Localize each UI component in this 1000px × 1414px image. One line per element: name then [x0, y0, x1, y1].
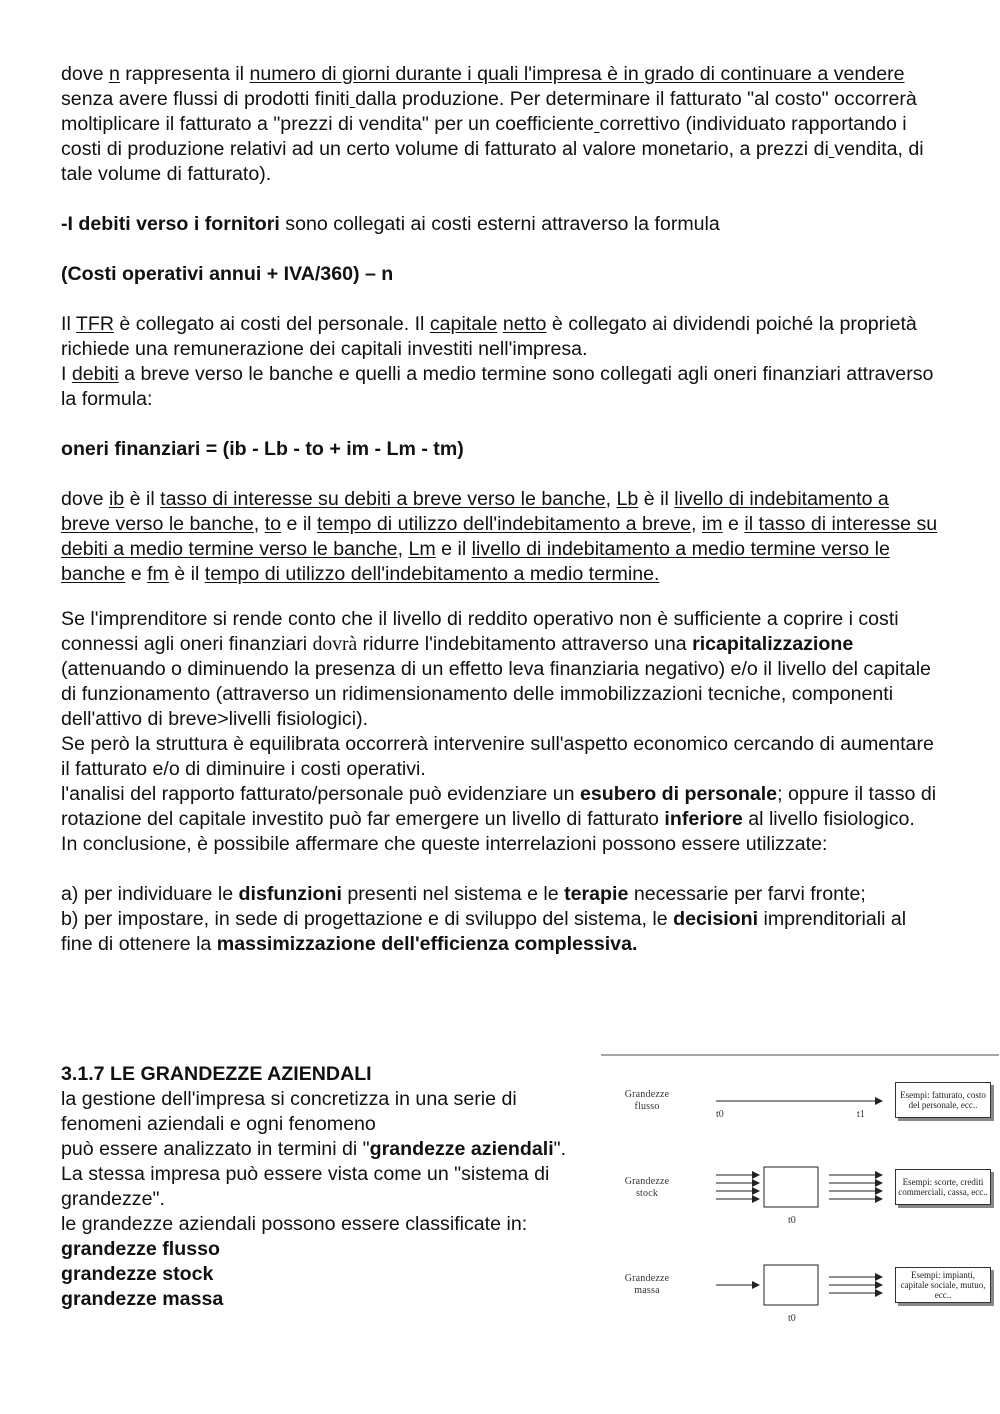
paragraph-fatturato: [61, 62, 941, 187]
paragraph-utilizzi: [61, 882, 941, 957]
underlined-term: livello di indebitamento a breve verso le banche: [61, 488, 889, 535]
section-line: [61, 1137, 601, 1162]
text: imprenditoriali al fine di ottenere la: [61, 908, 907, 955]
text: e il: [435, 538, 472, 560]
paragraph-debiti-fornitori: [61, 212, 941, 237]
text: ,: [253, 513, 265, 535]
bold-term: -I debiti verso i fornitori: [61, 213, 280, 235]
section-line: le grandezze aziendali possono essere classificate in:: [61, 1213, 528, 1235]
text: ,: [605, 488, 617, 510]
text: Il: [61, 313, 76, 335]
document-body: [61, 62, 941, 957]
paragraph-imprenditore: [61, 607, 941, 857]
text: ridurre l'indebitamento attraverso una: [357, 633, 693, 655]
underlined-term: il tasso di interesse su debiti a medio termine verso le banche: [61, 513, 938, 560]
text: I: [61, 363, 72, 385]
example-box-massa: Esempi: impianti, capitale sociale, mutuo, ecc..: [895, 1267, 991, 1303]
underlined-term: ib: [108, 488, 125, 510]
list-item: [61, 1262, 601, 1287]
text: presenti nel sistema e le: [341, 883, 565, 905]
paragraph-variabili: [61, 487, 941, 587]
text: al livello fisiologico.: [742, 808, 915, 830]
text: ,: [691, 513, 702, 535]
underlined-term: tasso di interesse su debiti a breve verso le banche: [160, 488, 606, 510]
example-box-flusso: Esempi: fatturato, costo del personale, ecc..: [895, 1082, 991, 1118]
underlined-term: livello di indebitamento a medio termine verso le banche: [61, 538, 890, 585]
text: e: [125, 563, 148, 585]
stock-box: [764, 1167, 818, 1207]
bold-term: decisioni: [673, 908, 759, 930]
text: Se però la struttura è equilibrata occorrerà intervenire sull'aspetto economico cercando di aumentare il fatturato e/o di diminuire i costi operativi.: [61, 733, 934, 780]
text: senza avere flussi di prodotti finiti: [61, 88, 350, 110]
formula-costi-operativi: [61, 262, 941, 287]
example-box-stock: Esempi: scorte, crediti commerciali, cassa, ecc..: [895, 1169, 991, 1205]
text: ; oppure il tasso di rotazione del capitale investito può far emergere un livello di fatturato: [61, 783, 937, 830]
text: e: [722, 513, 745, 535]
text: a breve verso le banche e quelli a medio termine sono collegati agli oneri finanziari attraverso la formula:: [61, 363, 934, 410]
bold-term: inferiore: [664, 808, 743, 830]
text: necessarie per farvi fronte;: [628, 883, 866, 905]
text: moltiplicare il fatturato a "prezzi di vendita" per un coefficiente: [61, 113, 595, 135]
section-heading: [61, 1062, 601, 1087]
section-grandezze: [61, 1062, 601, 1312]
text: b) per impostare, in sede di progettazione e di sviluppo del sistema, le: [61, 908, 674, 930]
underlined-term: to: [264, 513, 282, 535]
massa-box: [764, 1265, 818, 1305]
underlined-term: im: [701, 513, 723, 535]
formula: oneri finanziari = (ib - Lb - to + im - Lm - tm): [61, 438, 464, 460]
text: dalla produzione. Per determinare il fatturato "al costo" occorrerà: [355, 88, 917, 110]
text: è il: [638, 488, 675, 510]
serif-word: dovrà: [312, 634, 358, 655]
text: (attenuando o diminuendo la presenza di un effetto leva finanziaria negativo) e/o il livello del capitale di funzionamento (attraverso un ridimensionamento delle immobilizzazioni tecniche, componenti dell'attivo di breve>livelli fisiologici).: [61, 658, 931, 730]
list-item-text: grandezze massa: [61, 1288, 224, 1310]
text: ,: [397, 538, 409, 560]
underlined-term: Lm: [408, 538, 436, 560]
formula: (Costi operativi annui + IVA/360) – n: [61, 263, 394, 285]
text: e il: [281, 513, 317, 535]
text: è il: [168, 563, 205, 585]
list-item-text: grandezze stock: [61, 1263, 214, 1285]
flusso-label: Grandezze flusso: [624, 1089, 670, 1112]
text: è collegato ai dividendi poiché la proprietà richiede una remunerazione dei capitali investiti nell'impresa.: [61, 313, 917, 360]
underlined-term: netto: [502, 313, 547, 335]
underlined-term: tempo di utilizzo dell'indebitamento a breve: [316, 513, 692, 535]
section-line: La stessa impresa può essere vista come un "sistema di grandezze".: [61, 1163, 550, 1210]
text: sono collegati ai costi esterni attraverso la formula: [279, 213, 720, 235]
list-item: [61, 1237, 601, 1262]
text: dove: [61, 488, 109, 510]
grandezze-diagram: [601, 1052, 999, 1337]
bold-term: terapie: [564, 883, 629, 905]
text: correttivo (individuato rapportando i costi di produzione relativi ad un certo volume di fatturato al valore monetario, a prezzi di: [61, 113, 907, 160]
underlined-term: tempo di utilizzo dell'indebitamento a medio termine.: [204, 563, 660, 585]
list-item: [61, 1287, 601, 1312]
text: è il: [124, 488, 161, 510]
bold-term: disfunzioni: [238, 883, 342, 905]
massa-label: Grandezze massa: [624, 1273, 670, 1296]
heading-text: 3.1.7 LE GRANDEZZE AZIENDALI: [61, 1063, 372, 1085]
bold-term: massimizzazione dell'efficienza complessiva.: [216, 933, 638, 955]
t0-label: t0: [716, 1109, 724, 1120]
text: vendita, di tale volume di fatturato).: [61, 138, 924, 185]
t1-label: t1: [857, 1109, 865, 1120]
formula-oneri-finanziari: [61, 437, 941, 462]
text: dove: [61, 63, 109, 85]
text: può essere analizzato in termini di ": [61, 1138, 370, 1160]
underlined-term: n: [108, 63, 120, 85]
section-line: la gestione dell'impresa si concretizza in una serie di fenomeni aziendali e ogni fenomeno: [61, 1088, 517, 1135]
text: è collegato ai costi del personale. Il: [113, 313, 430, 335]
underlined-term: capitale: [429, 313, 498, 335]
underlined-term: TFR: [75, 313, 114, 335]
underlined-term: fm: [147, 563, 169, 585]
bold-term: grandezze aziendali: [369, 1138, 554, 1160]
bold-term: ricapitalizzazione: [692, 633, 854, 655]
t0-label: t0: [788, 1313, 796, 1324]
text: Se l'imprenditore si rende conto che il livello di reddito operativo non è sufficiente a coprire i costi connessi agli oneri finanziari: [61, 608, 899, 655]
paragraph-tfr: [61, 312, 941, 412]
list-item-text: grandezze flusso: [61, 1238, 220, 1260]
underlined-term: Lb: [616, 488, 639, 510]
bold-term: esubero di personale: [579, 783, 778, 805]
stock-label: Grandezze stock: [624, 1176, 670, 1199]
text: ".: [553, 1138, 567, 1160]
t0-label: t0: [788, 1215, 796, 1226]
text: rappresenta il: [119, 63, 250, 85]
text: l'analisi del rapporto fatturato/personale può evidenziare un: [61, 783, 580, 805]
underlined-term: numero di giorni durante i quali l'impresa è in grado di continuare a vendere: [249, 63, 905, 85]
underlined-term: debiti: [71, 363, 119, 385]
text: a) per individuare le: [61, 883, 239, 905]
text: In conclusione, è possibile affermare che queste interrelazioni possono essere utilizzate:: [61, 833, 828, 855]
